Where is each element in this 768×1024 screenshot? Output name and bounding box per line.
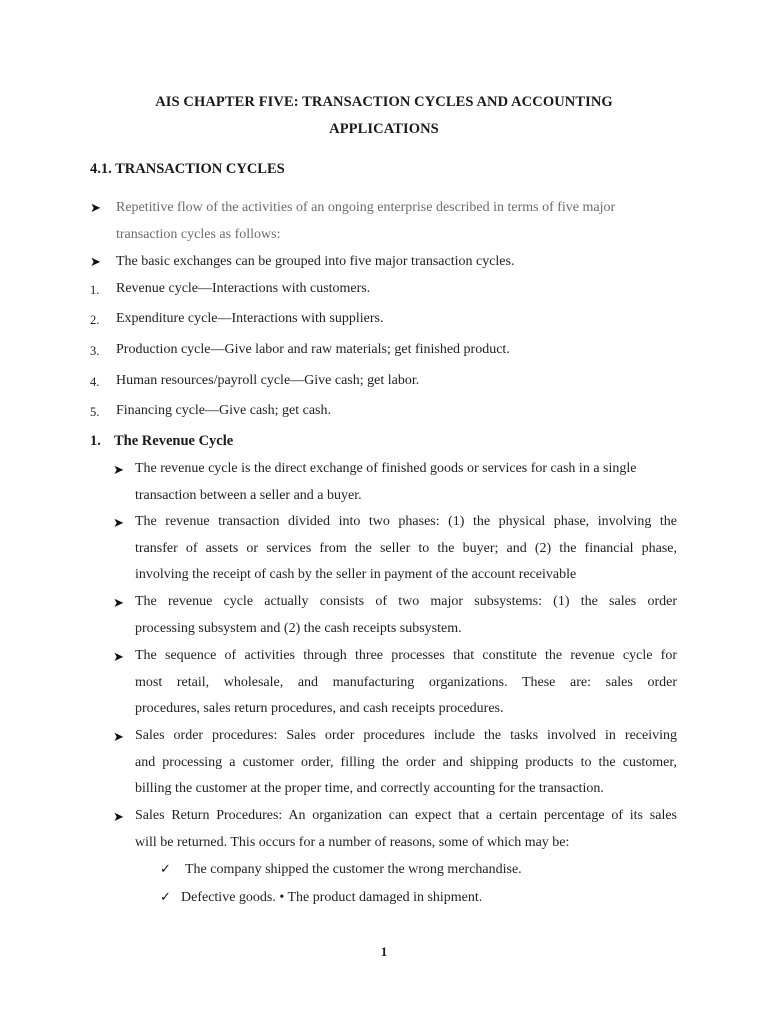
- document-title-line-1: AIS CHAPTER FIVE: TRANSACTION CYCLES AND ACCOUNTING: [155, 94, 613, 110]
- arrowhead-bullet-icon: ➤: [90, 254, 101, 269]
- checkmark-icon: ✓: [160, 889, 171, 904]
- subsection-number: 1.: [90, 433, 101, 449]
- subsection-heading: The Revenue Cycle: [114, 433, 234, 449]
- cycle-item: Revenue cycle—Interactions with customers.: [116, 281, 371, 296]
- cycle-item: Human resources/payroll cycle—Give cash; get labor.: [116, 373, 420, 388]
- cycle-number: 5.: [90, 405, 100, 419]
- arrowhead-bullet-icon: ➤: [113, 729, 124, 744]
- document-title-line-2: APPLICATIONS: [329, 121, 439, 137]
- intro-bullet-1-line-2: transaction cycles as follows:: [116, 227, 281, 242]
- revenue-bullet-4-line-3: procedures, sales return procedures, and cash receipts procedures.: [135, 701, 504, 716]
- arrowhead-bullet-icon: ➤: [90, 200, 101, 215]
- revenue-bullet-4-line-1: The sequence of activities through three processes that constitute the revenue cycle for: [135, 648, 677, 663]
- intro-bullet-1-line-1: Repetitive flow of the activities of an ongoing enterprise described in terms of five major: [116, 200, 616, 215]
- revenue-bullet-6-line-2: will be returned. This occurs for a number of reasons, some of which may be:: [135, 835, 570, 850]
- section-heading: 4.1. TRANSACTION CYCLES: [90, 161, 285, 177]
- revenue-bullet-5-line-1: Sales order procedures: Sales order procedures include the tasks involved in receiving: [135, 728, 677, 743]
- revenue-bullet-5-line-2: and processing a customer order, filling the order and shipping products to the customer,: [135, 755, 677, 770]
- cycle-number: 4.: [90, 375, 100, 389]
- reason-item: The company shipped the customer the wrong merchandise.: [185, 862, 522, 877]
- arrowhead-bullet-icon: ➤: [113, 809, 124, 824]
- cycle-number: 3.: [90, 344, 100, 358]
- cycle-number: 2.: [90, 313, 100, 327]
- revenue-bullet-1-line-2: transaction between a seller and a buyer.: [135, 488, 362, 503]
- cycle-item: Production cycle—Give labor and raw materials; get finished product.: [116, 342, 510, 357]
- arrowhead-bullet-icon: ➤: [113, 515, 124, 530]
- revenue-bullet-5-line-3: billing the customer at the proper time, and correctly accounting for the transaction.: [135, 781, 604, 796]
- revenue-bullet-3-line-2: processing subsystem and (2) the cash receipts subsystem.: [135, 621, 462, 636]
- reason-item: Defective goods. • The product damaged in shipment.: [181, 890, 483, 905]
- revenue-bullet-3-line-1: The revenue cycle actually consists of two major subsystems: (1) the sales order: [135, 594, 677, 609]
- page-number: 1: [380, 944, 388, 959]
- arrowhead-bullet-icon: ➤: [113, 649, 124, 664]
- cycle-number: 1.: [90, 283, 100, 297]
- revenue-bullet-2-line-1: The revenue transaction divided into two phases: (1) the physical phase, involving the: [135, 514, 677, 529]
- cycle-item: Expenditure cycle—Interactions with suppliers.: [116, 311, 384, 326]
- revenue-bullet-1-line-1: The revenue cycle is the direct exchange of finished goods or services for cash in a single: [135, 461, 637, 476]
- cycle-item: Financing cycle—Give cash; get cash.: [116, 403, 331, 418]
- intro-bullet-2-line-1: The basic exchanges can be grouped into five major transaction cycles.: [116, 254, 515, 269]
- revenue-bullet-6-line-1: Sales Return Procedures: An organization can expect that a certain percentage of its sales: [135, 808, 677, 823]
- revenue-bullet-2-line-2: transfer of assets or services from the seller to the buyer; and (2) the financial phase,: [135, 541, 677, 556]
- arrowhead-bullet-icon: ➤: [113, 462, 124, 477]
- checkmark-icon: ✓: [160, 861, 171, 876]
- arrowhead-bullet-icon: ➤: [113, 595, 124, 610]
- revenue-bullet-4-line-2: most retail, wholesale, and manufacturing organizations. These are: sales order: [135, 675, 677, 690]
- revenue-bullet-2-line-3: involving the receipt of cash by the seller in payment of the account receivable: [135, 567, 577, 582]
